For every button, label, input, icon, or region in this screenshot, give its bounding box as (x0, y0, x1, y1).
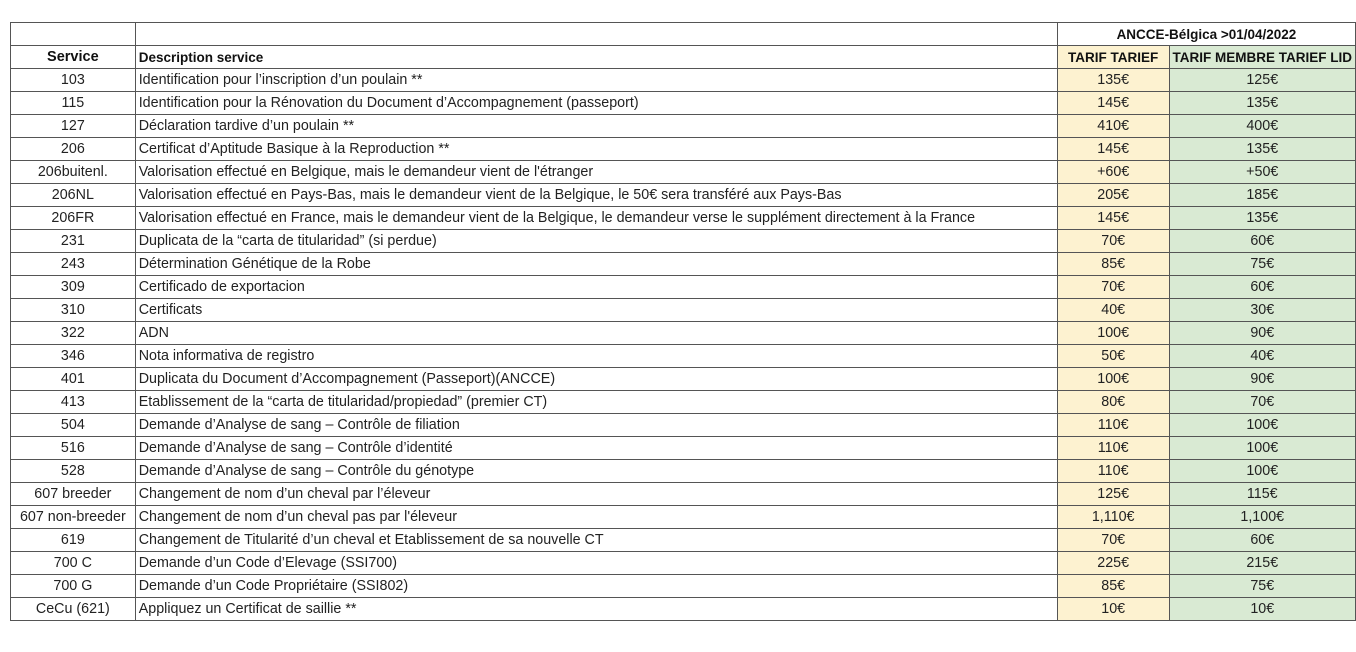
table-row (11, 299, 1356, 322)
cell-tarif-membre[interactable]: 10€ (1169, 598, 1356, 621)
table-row (11, 529, 1356, 552)
header-description[interactable]: Description service (135, 46, 1057, 69)
cell-description[interactable]: Valorisation effectué en Belgique, mais le demandeur vient de l'étranger (135, 161, 1057, 184)
cell-service[interactable]: 103 (11, 69, 136, 92)
table-row (11, 138, 1356, 161)
cell-tarif-membre[interactable]: 60€ (1169, 529, 1356, 552)
cell-description[interactable]: Changement de Titularité d’un cheval et Etablissement de sa nouvelle CT (135, 529, 1057, 552)
table-row (11, 161, 1356, 184)
cell-service[interactable]: 115 (11, 92, 136, 115)
cell-description[interactable]: Demande d’un Code Propriétaire (SSI802) (135, 575, 1057, 598)
cell-service[interactable]: 516 (11, 437, 136, 460)
cell-service[interactable]: 310 (11, 299, 136, 322)
table-row (11, 598, 1356, 621)
cell-service[interactable]: 607 breeder (11, 483, 136, 506)
cell-service[interactable]: 231 (11, 230, 136, 253)
cell-tarif[interactable]: 50€ (1057, 345, 1169, 368)
cell-tarif[interactable]: 135€ (1057, 69, 1169, 92)
cell-tarif[interactable]: 10€ (1057, 598, 1169, 621)
cell-tarif-membre[interactable]: 125€ (1169, 69, 1356, 92)
cell-tarif-membre[interactable]: 70€ (1169, 391, 1356, 414)
cell-tarif[interactable]: 110€ (1057, 460, 1169, 483)
cell-tarif-membre[interactable]: 135€ (1169, 138, 1356, 161)
cell-tarif[interactable]: 410€ (1057, 115, 1169, 138)
table-row (11, 92, 1356, 115)
header-blank-description (135, 23, 1057, 46)
cell-description[interactable]: Valorisation effectué en France, mais le demandeur vient de la Belgique, le demandeur verse le supplément directement à la France (135, 207, 1057, 230)
table-row (11, 368, 1356, 391)
cell-tarif[interactable]: 225€ (1057, 552, 1169, 575)
cell-tarif-membre[interactable]: 185€ (1169, 184, 1356, 207)
cell-tarif[interactable]: 145€ (1057, 92, 1169, 115)
header-tarif[interactable]: TARIF TARIEF (1057, 46, 1169, 69)
cell-description[interactable]: Appliquez un Certificat de saillie ** (135, 598, 1057, 621)
cell-tarif[interactable]: 80€ (1057, 391, 1169, 414)
table-row (11, 276, 1356, 299)
table-row (11, 460, 1356, 483)
table-row (11, 483, 1356, 506)
cell-description[interactable]: Détermination Génétique de la Robe (135, 253, 1057, 276)
cell-description[interactable]: Valorisation effectué en Pays-Bas, mais le demandeur vient de la Belgique, le 50€ sera transféré aux Pays-Bas (135, 184, 1057, 207)
cell-service[interactable]: 206buitenl. (11, 161, 136, 184)
cell-description[interactable]: Demande d’Analyse de sang – Contrôle d’identité (135, 437, 1057, 460)
cell-service[interactable]: 401 (11, 368, 136, 391)
cell-service[interactable]: CeCu (621) (11, 598, 136, 621)
cell-tarif[interactable]: 145€ (1057, 207, 1169, 230)
cell-tarif-membre[interactable]: 75€ (1169, 253, 1356, 276)
table-row (11, 230, 1356, 253)
cell-tarif[interactable]: 40€ (1057, 299, 1169, 322)
cell-tarif[interactable]: +60€ (1057, 161, 1169, 184)
header-blank-service (11, 23, 136, 46)
cell-service[interactable]: 413 (11, 391, 136, 414)
cell-tarif-membre[interactable]: 90€ (1169, 322, 1356, 345)
cell-service[interactable]: 700 G (11, 575, 136, 598)
table-row (11, 322, 1356, 345)
cell-description[interactable]: Etablissement de la “carta de titularidad/propiedad” (premier CT) (135, 391, 1057, 414)
cell-tarif-membre[interactable]: 40€ (1169, 345, 1356, 368)
cell-service[interactable]: 127 (11, 115, 136, 138)
cell-tarif[interactable]: 110€ (1057, 414, 1169, 437)
cell-tarif-membre[interactable]: 135€ (1169, 207, 1356, 230)
cell-description[interactable]: Changement de nom d’un cheval par l’éleveur (135, 483, 1057, 506)
cell-tarif[interactable]: 70€ (1057, 276, 1169, 299)
cell-tarif[interactable]: 205€ (1057, 184, 1169, 207)
cell-description[interactable]: Demande d’Analyse de sang – Contrôle du génotype (135, 460, 1057, 483)
cell-tarif-membre[interactable]: 60€ (1169, 230, 1356, 253)
table-row (11, 391, 1356, 414)
cell-description[interactable]: Identification pour l’inscription d’un poulain ** (135, 69, 1057, 92)
cell-description[interactable]: Nota informativa de registro (135, 345, 1057, 368)
table-row (11, 414, 1356, 437)
cell-tarif-membre[interactable]: 115€ (1169, 483, 1356, 506)
cell-tarif[interactable]: 145€ (1057, 138, 1169, 161)
cell-description[interactable]: Duplicata de la “carta de titularidad” (si perdue) (135, 230, 1057, 253)
cell-tarif[interactable]: 70€ (1057, 529, 1169, 552)
cell-tarif[interactable]: 100€ (1057, 322, 1169, 345)
cell-description[interactable]: Changement de nom d’un cheval pas par l'éleveur (135, 506, 1057, 529)
cell-description[interactable]: Certificats (135, 299, 1057, 322)
cell-tarif[interactable]: 1,110€ (1057, 506, 1169, 529)
cell-tarif[interactable]: 110€ (1057, 437, 1169, 460)
cell-service[interactable]: 700 C (11, 552, 136, 575)
tariff-table (10, 22, 1356, 621)
cell-tarif-membre[interactable]: 90€ (1169, 368, 1356, 391)
cell-description[interactable]: Demande d’Analyse de sang – Contrôle de filiation (135, 414, 1057, 437)
table-row (11, 437, 1356, 460)
cell-tarif-membre[interactable]: 60€ (1169, 276, 1356, 299)
cell-tarif-membre[interactable]: 75€ (1169, 575, 1356, 598)
cell-tarif-membre[interactable]: 1,100€ (1169, 506, 1356, 529)
cell-tarif-membre[interactable]: 100€ (1169, 460, 1356, 483)
header-tarif-membre[interactable]: TARIF MEMBRE TARIEF LID (1169, 46, 1356, 69)
table-row (11, 345, 1356, 368)
table-row (11, 207, 1356, 230)
table-row (11, 552, 1356, 575)
cell-tarif-membre[interactable]: 400€ (1169, 115, 1356, 138)
header-service[interactable]: Service (11, 46, 136, 69)
table-row (11, 69, 1356, 92)
table-row (11, 184, 1356, 207)
table-row (11, 506, 1356, 529)
cell-description[interactable]: Certificat d’Aptitude Basique à la Reproduction ** (135, 138, 1057, 161)
cell-description[interactable]: ADN (135, 322, 1057, 345)
table-row (11, 253, 1356, 276)
cell-service[interactable]: 528 (11, 460, 136, 483)
cell-description[interactable]: Certificado de exportacion (135, 276, 1057, 299)
cell-tarif-membre[interactable]: 135€ (1169, 92, 1356, 115)
cell-service[interactable]: 607 non-breeder (11, 506, 136, 529)
cell-service[interactable]: 206FR (11, 207, 136, 230)
cell-tarif-membre[interactable]: 100€ (1169, 437, 1356, 460)
cell-tarif-membre[interactable]: +50€ (1169, 161, 1356, 184)
cell-service[interactable]: 504 (11, 414, 136, 437)
cell-service[interactable]: 206NL (11, 184, 136, 207)
table-row (11, 575, 1356, 598)
cell-description[interactable]: Identification pour la Rénovation du Document d’Accompagnement (passeport) (135, 92, 1057, 115)
cell-service[interactable]: 619 (11, 529, 136, 552)
cell-tarif[interactable]: 85€ (1057, 575, 1169, 598)
cell-service[interactable]: 206 (11, 138, 136, 161)
cell-tarif-membre[interactable]: 215€ (1169, 552, 1356, 575)
cell-tarif-membre[interactable]: 100€ (1169, 414, 1356, 437)
cell-tarif-membre[interactable]: 30€ (1169, 299, 1356, 322)
cell-description[interactable]: Déclaration tardive d’un poulain ** (135, 115, 1057, 138)
cell-service[interactable]: 322 (11, 322, 136, 345)
cell-service[interactable]: 243 (11, 253, 136, 276)
table-row (11, 115, 1356, 138)
cell-tarif[interactable]: 100€ (1057, 368, 1169, 391)
cell-service[interactable]: 346 (11, 345, 136, 368)
cell-description[interactable]: Demande d’un Code d’Elevage (SSI700) (135, 552, 1057, 575)
header-group-ancce[interactable]: ANCCE-Bélgica >01/04/2022 (1057, 23, 1355, 46)
cell-description[interactable]: Duplicata du Document d’Accompagnement (Passeport)(ANCCE) (135, 368, 1057, 391)
cell-tarif[interactable]: 70€ (1057, 230, 1169, 253)
cell-service[interactable]: 309 (11, 276, 136, 299)
cell-tarif[interactable]: 85€ (1057, 253, 1169, 276)
cell-tarif[interactable]: 125€ (1057, 483, 1169, 506)
